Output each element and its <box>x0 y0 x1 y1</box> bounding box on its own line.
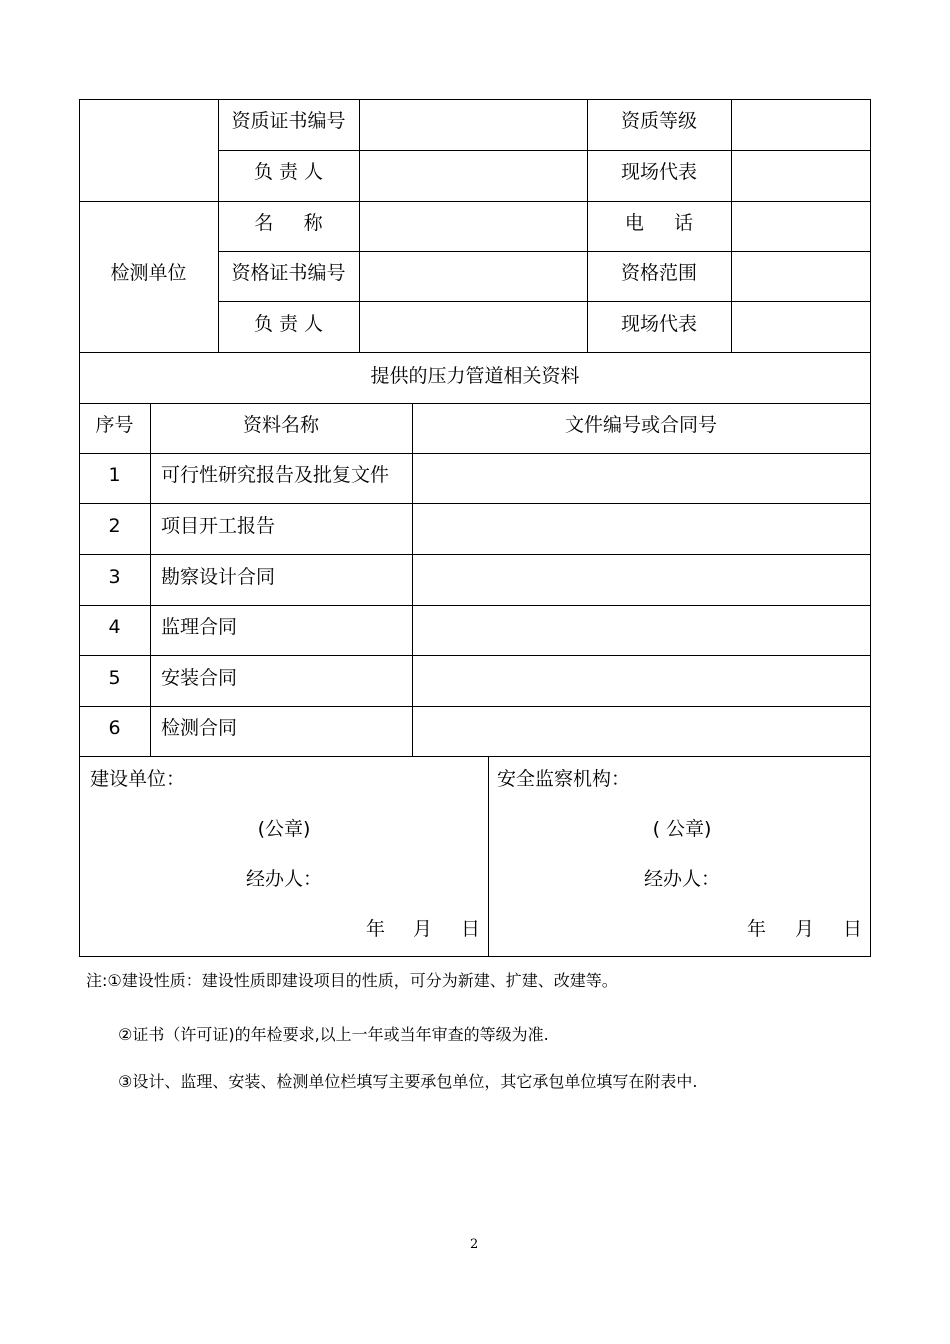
row-divider <box>79 756 871 757</box>
doc-number-field[interactable] <box>413 555 870 605</box>
col-divider <box>488 756 489 956</box>
doc-name: 项目开工报告 <box>161 515 276 537</box>
day-label: 日 <box>461 918 481 940</box>
name-field[interactable] <box>360 202 587 251</box>
row-divider <box>79 403 871 404</box>
year-label: 年 <box>747 918 767 940</box>
month-label: 月 <box>413 918 433 940</box>
table-border-right <box>870 99 871 957</box>
qualification-grade-label: 资质等级 <box>620 110 697 132</box>
doc-name: 安装合同 <box>161 667 238 689</box>
doc-number-field[interactable] <box>413 454 870 503</box>
phone-field[interactable] <box>732 202 870 251</box>
row-number: 5 <box>108 667 121 689</box>
qualification-scope-field[interactable] <box>732 252 870 301</box>
qualification-grade-field[interactable] <box>732 100 870 150</box>
doc-name: 监理合同 <box>161 616 238 638</box>
row-number: 6 <box>108 717 121 739</box>
row-divider <box>79 352 871 353</box>
row-number: 4 <box>108 616 121 638</box>
qualification-cert-field[interactable] <box>360 252 587 301</box>
site-rep-label: 现场代表 <box>620 161 697 183</box>
doc-number-field[interactable] <box>413 606 870 655</box>
day-label: 日 <box>843 918 863 940</box>
handler-label: 经办人： <box>643 868 720 890</box>
doc-name: 可行性研究报告及批复文件 <box>161 464 390 486</box>
qualification-cert-label: 资格证书编号 <box>231 262 346 284</box>
inspection-person-label: 负 责 人 <box>253 313 324 335</box>
handler-label: 经办人： <box>245 868 322 890</box>
doc-number-field[interactable] <box>413 656 870 706</box>
official-seal-label: (公章) <box>257 818 311 840</box>
page-number: 2 <box>470 1237 479 1252</box>
col-header-no: 序号 <box>95 414 134 436</box>
inspection-rep-label: 现场代表 <box>620 313 697 335</box>
safety-supervision-title: 安全监察机构： <box>497 768 631 790</box>
doc-name: 勘察设计合同 <box>161 566 276 588</box>
col-header-doc-name: 资料名称 <box>242 414 319 436</box>
row-number: 2 <box>108 515 121 537</box>
person-in-charge-field[interactable] <box>360 151 587 201</box>
col-divider <box>150 403 151 756</box>
note-line-1: 注:①建设性质：建设性质即建设项目的性质，可分为新建、扩建、改建等。 <box>86 971 618 990</box>
site-rep-field[interactable] <box>732 151 870 201</box>
official-seal-label: ( 公章) <box>652 818 712 840</box>
doc-number-field[interactable] <box>413 504 870 554</box>
row-number: 3 <box>108 566 121 588</box>
col-header-doc-number: 文件编号或合同号 <box>564 414 717 436</box>
qualification-scope-label: 资格范围 <box>620 262 697 284</box>
doc-name: 检测合同 <box>161 717 238 739</box>
cert-number-label: 资质证书编号 <box>231 110 346 132</box>
note-line-3: ③设计、监理、安装、检测单位栏填写主要承包单位，其它承包单位填写在附表中. <box>118 1072 698 1091</box>
construction-unit-title: 建设单位： <box>90 768 186 790</box>
month-label: 月 <box>795 918 815 940</box>
phone-label: 电 话 <box>624 212 694 234</box>
note-line-2: ②证书（许可证)的年检要求,以上一年或当年审查的等级为准. <box>118 1025 549 1044</box>
docs-section-title: 提供的压力管道相关资料 <box>370 365 580 387</box>
row-number: 1 <box>108 464 121 486</box>
table-border-bottom <box>79 956 871 957</box>
inspection-unit-label: 检测单位 <box>110 262 187 284</box>
cert-number-field[interactable] <box>360 100 587 150</box>
doc-number-field[interactable] <box>413 707 870 756</box>
inspection-person-field[interactable] <box>360 302 587 352</box>
inspection-rep-field[interactable] <box>732 302 870 352</box>
person-in-charge-label: 负 责 人 <box>253 161 324 183</box>
year-label: 年 <box>366 918 386 940</box>
name-label: 名 称 <box>254 212 323 234</box>
